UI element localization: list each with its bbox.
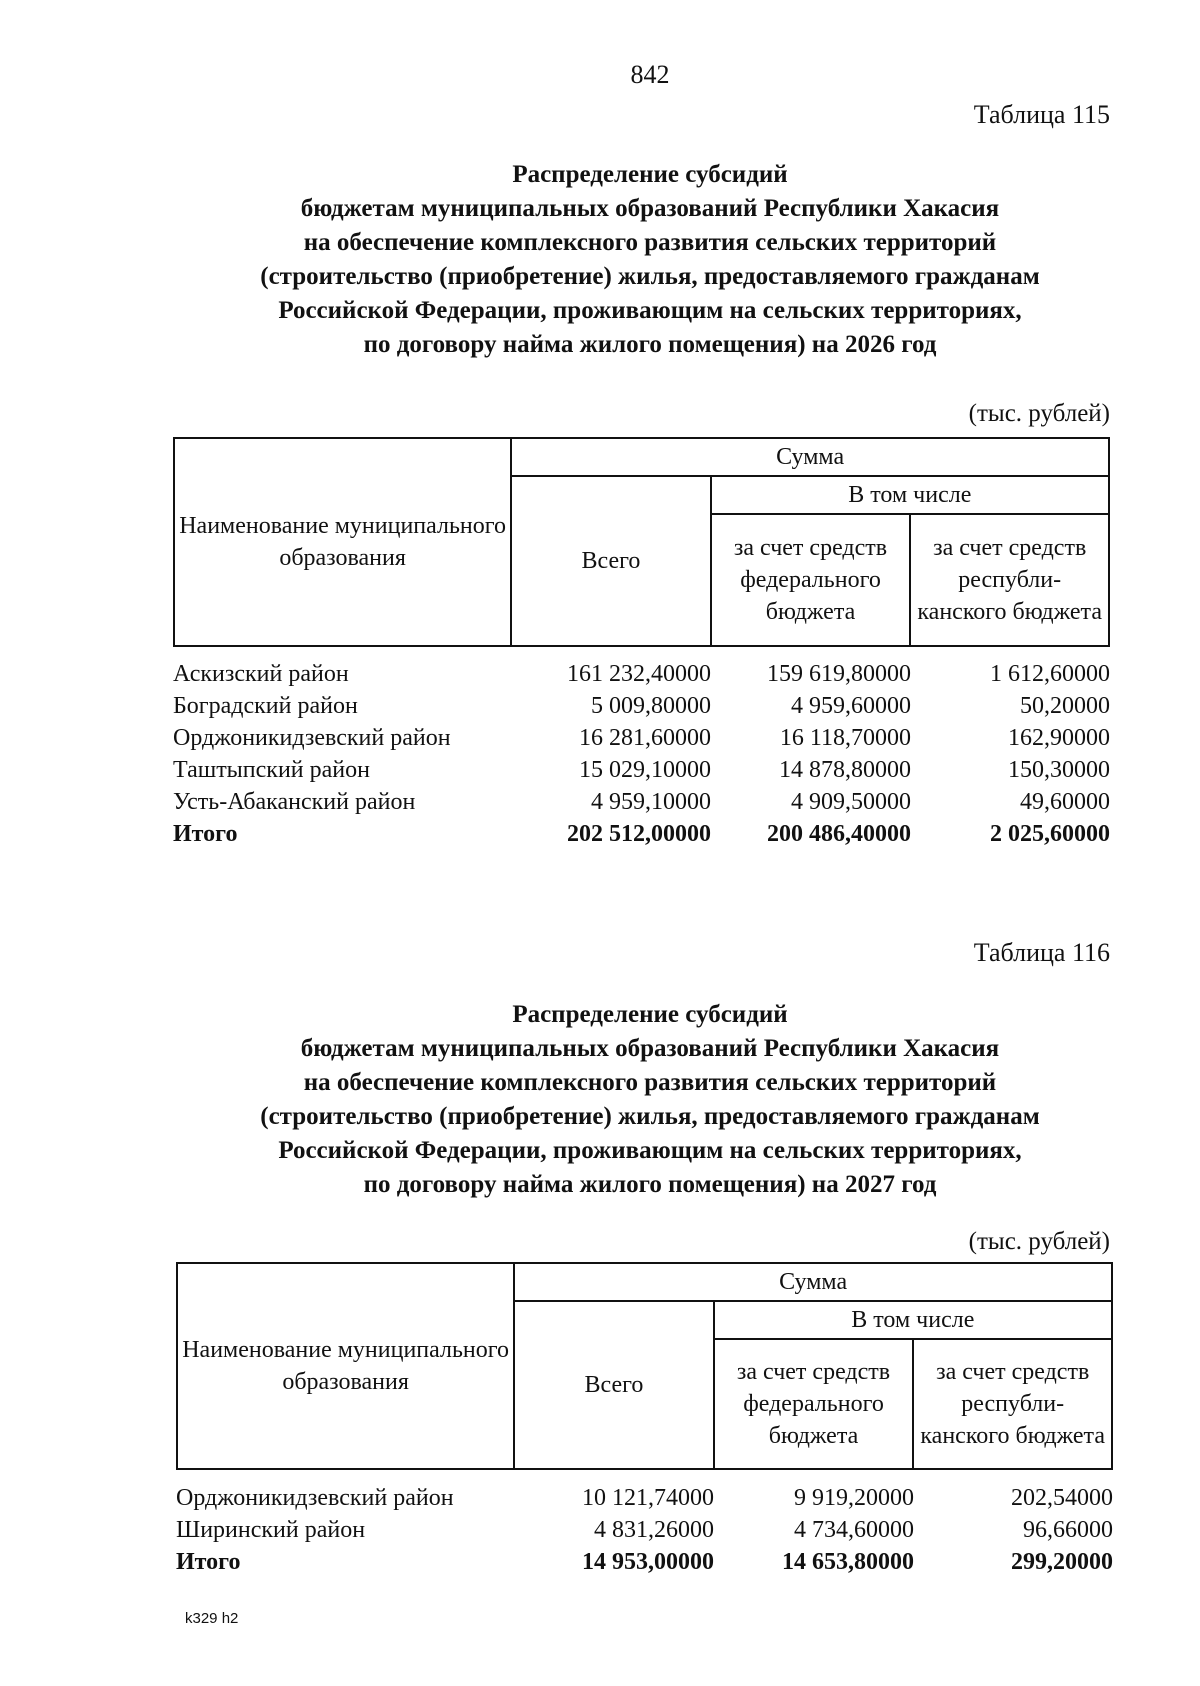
row-federal: 9 919,20000 xyxy=(794,1485,914,1511)
title-line: по договору найма жилого помещения) на 2026 год xyxy=(363,331,937,358)
table-116-body xyxy=(176,1482,1113,1578)
table-115-label: Таблица 115 xyxy=(973,100,1110,129)
row-federal: 159 619,80000 xyxy=(767,661,911,687)
header-name: Наименование муниципального образования xyxy=(177,1263,514,1469)
table-row xyxy=(173,786,1110,818)
table-115-header xyxy=(173,437,1110,647)
row-federal: 4 909,50000 xyxy=(791,789,911,815)
header-sum: Сумма xyxy=(511,438,1109,476)
title-line: Российской Федерации, проживающим на сельских территориях, xyxy=(278,297,1022,324)
table-row xyxy=(173,754,1110,786)
title-line: (строительство (приобретение) жилья, предоставляемого гражданам xyxy=(260,263,1040,290)
table-116-units: (тыс. рублей) xyxy=(968,1228,1110,1255)
page-number: 842 xyxy=(630,60,670,89)
row-name: Ширинский район xyxy=(176,1517,366,1543)
row-name: Усть-Абаканский район xyxy=(173,789,416,815)
title-line: Распределение субсидий xyxy=(512,161,788,188)
totals-row xyxy=(176,1546,1113,1578)
totals-federal: 200 486,40000 xyxy=(767,821,911,847)
row-total: 161 232,40000 xyxy=(567,661,711,687)
table-row xyxy=(173,658,1110,690)
row-total: 4 831,26000 xyxy=(594,1517,714,1543)
row-republic: 162,90000 xyxy=(1008,725,1110,751)
row-total: 16 281,60000 xyxy=(579,725,711,751)
title-line: по договору найма жилого помещения) на 2027 год xyxy=(363,1171,937,1198)
title-line: на обеспечение комплексного развития сельских территорий xyxy=(303,229,997,256)
header-sum: Сумма xyxy=(514,1263,1112,1301)
row-name: Орджоникидзевский район xyxy=(176,1485,454,1511)
row-republic: 96,66000 xyxy=(1023,1517,1113,1543)
table-row xyxy=(176,1514,1113,1546)
row-federal: 14 878,80000 xyxy=(779,757,911,783)
header-total: Всего xyxy=(514,1301,713,1469)
totals-row xyxy=(173,818,1110,850)
row-federal: 4 734,60000 xyxy=(794,1517,914,1543)
row-republic: 49,60000 xyxy=(1020,789,1110,815)
footer-code: k329 h2 xyxy=(185,1610,239,1627)
totals-republic: 2 025,60000 xyxy=(990,821,1110,847)
header-republic: за счет средств республи-канского бюджета xyxy=(910,514,1109,646)
totals-republic: 299,20000 xyxy=(1011,1549,1113,1575)
header-including: В том числе xyxy=(714,1301,1112,1339)
row-republic: 1 612,60000 xyxy=(990,661,1110,687)
title-line: (строительство (приобретение) жилья, предоставляемого гражданам xyxy=(260,1103,1040,1130)
table-115-title xyxy=(170,158,1130,362)
title-line: Распределение субсидий xyxy=(512,1001,788,1028)
table-115-units: (тыс. рублей) xyxy=(968,400,1110,427)
header-federal: за счет средств федерального бюджета xyxy=(714,1339,914,1469)
row-name: Аскизский район xyxy=(173,661,349,687)
table-row xyxy=(173,722,1110,754)
totals-federal: 14 653,80000 xyxy=(782,1549,914,1575)
row-name: Боградский район xyxy=(173,693,358,719)
row-total: 15 029,10000 xyxy=(579,757,711,783)
row-total: 10 121,74000 xyxy=(582,1485,714,1511)
row-total: 4 959,10000 xyxy=(591,789,711,815)
table-116-label: Таблица 116 xyxy=(973,938,1110,967)
header-including: В том числе xyxy=(711,476,1109,514)
row-republic: 150,30000 xyxy=(1008,757,1110,783)
totals-name: Итого xyxy=(176,1549,241,1575)
title-line: Российской Федерации, проживающим на сельских территориях, xyxy=(278,1137,1022,1164)
row-republic: 50,20000 xyxy=(1020,693,1110,719)
row-name: Таштыпский район xyxy=(173,757,370,783)
title-line: бюджетам муниципальных образований Республики Хакасия xyxy=(300,195,1000,222)
row-total: 5 009,80000 xyxy=(591,693,711,719)
title-line: на обеспечение комплексного развития сельских территорий xyxy=(303,1069,997,1096)
header-republic: за счет средств республи-канского бюджета xyxy=(913,1339,1112,1469)
table-row xyxy=(176,1482,1113,1514)
row-name: Орджоникидзевский район xyxy=(173,725,451,751)
row-federal: 16 118,70000 xyxy=(779,725,911,751)
table-116-header xyxy=(176,1262,1113,1470)
header-federal: за счет средств федерального бюджета xyxy=(711,514,911,646)
table-116-title xyxy=(170,998,1130,1202)
header-total: Всего xyxy=(511,476,710,646)
totals-total: 14 953,00000 xyxy=(582,1549,714,1575)
totals-total: 202 512,00000 xyxy=(567,821,711,847)
title-line: бюджетам муниципальных образований Республики Хакасия xyxy=(300,1035,1000,1062)
row-federal: 4 959,60000 xyxy=(791,693,911,719)
totals-name: Итого xyxy=(173,821,238,847)
table-115-body xyxy=(173,658,1110,850)
row-republic: 202,54000 xyxy=(1011,1485,1113,1511)
table-row xyxy=(173,690,1110,722)
header-name: Наименование муниципального образования xyxy=(174,438,511,646)
